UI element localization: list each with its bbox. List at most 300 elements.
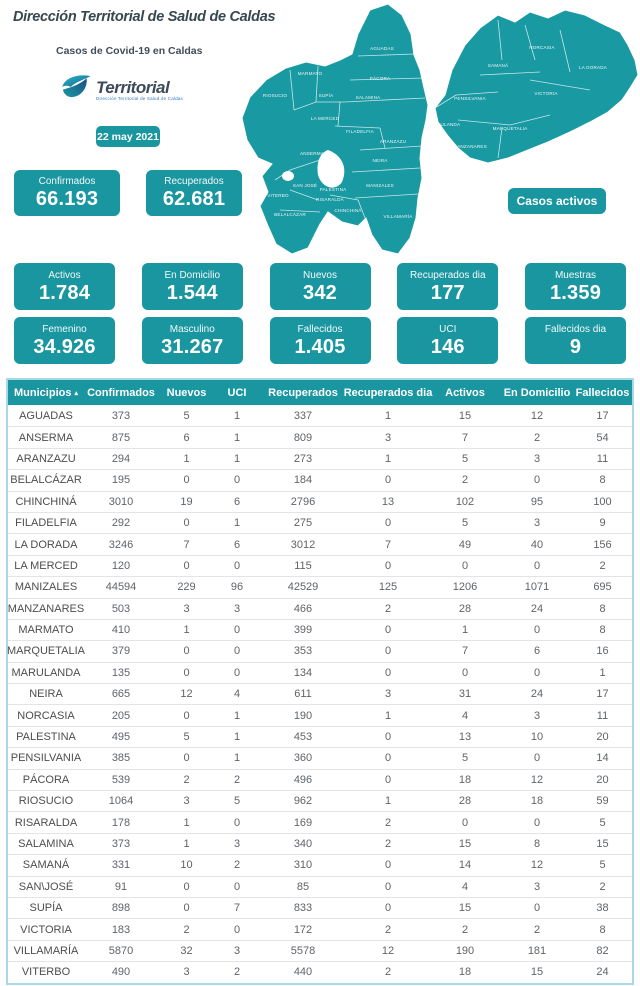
cell-fallecidos: 11: [596, 709, 609, 722]
cell-confirmados: 195: [111, 474, 131, 487]
municipio-name: FILADELFIA: [15, 517, 77, 530]
cell-recuperados-dia: 2: [384, 816, 392, 829]
municipio-name: MANZANARES: [7, 602, 85, 615]
cell-uci: 6: [233, 495, 241, 508]
cell-en-domicilio: 1071: [524, 581, 550, 594]
cell-nuevos: 0: [183, 666, 190, 679]
cell-en-domicilio: 3: [533, 709, 541, 722]
table-row-marmato[interactable]: [8, 619, 632, 640]
municipio-name: SAN\JOSÉ: [18, 880, 74, 893]
cell-activos: 7: [461, 431, 469, 444]
municipio-name: PALESTINA: [16, 731, 76, 744]
cell-uci: 1: [233, 752, 241, 765]
municipios-table: [6, 378, 634, 985]
column-header-en-domicilio[interactable]: En Domicilio: [503, 386, 571, 399]
table-row-chinchiná[interactable]: [8, 491, 632, 512]
column-header-activos[interactable]: Activos: [445, 386, 485, 399]
cell-en-domicilio: 0: [533, 902, 541, 915]
cell-recuperados-dia: 125: [378, 581, 398, 594]
cell-confirmados: 178: [111, 816, 131, 829]
cell-confirmados: 410: [111, 624, 131, 637]
stat-card-value: 177: [430, 281, 465, 304]
cell-nuevos: 3: [183, 966, 190, 979]
cell-uci: 0: [233, 923, 241, 936]
map-label-anserma: ANSERMA: [299, 151, 325, 156]
cell-en-domicilio: 18: [530, 795, 544, 808]
cell-activos: 0: [461, 666, 469, 679]
casos-activos-button[interactable]: Casos activos: [508, 188, 606, 214]
municipio-name: VICTORIA: [20, 923, 72, 936]
stat-card-label: Fallecidos dia: [544, 323, 607, 335]
cell-uci: 0: [233, 559, 241, 572]
municipio-name: MARMATO: [18, 624, 74, 637]
cell-recuperados-dia: 0: [384, 880, 392, 893]
table-row-salamina[interactable]: [8, 833, 632, 854]
cell-activos: 5: [461, 517, 469, 530]
cell-fallecidos: 17: [596, 688, 609, 701]
cell-activos: 5: [461, 452, 469, 465]
cell-recuperados: 337: [293, 409, 313, 422]
stat-card-value: 1.359: [549, 281, 602, 304]
stat-card-fallecidos: [270, 317, 371, 364]
cell-activos: 4: [461, 709, 469, 722]
stat-card-muestras: [525, 263, 626, 310]
cell-confirmados: 373: [111, 409, 131, 422]
map-label-viterbo: VITERBO: [267, 193, 289, 198]
cell-confirmados: 5870: [108, 944, 134, 957]
cell-fallecidos: 8: [599, 923, 606, 936]
cell-fallecidos: 20: [596, 773, 609, 786]
municipio-name: PÁCORA: [22, 773, 70, 786]
cell-confirmados: 3010: [108, 495, 134, 508]
cell-nuevos: 0: [183, 902, 190, 915]
stat-card-value: 31.267: [161, 335, 224, 358]
municipio-name: NEIRA: [29, 688, 63, 701]
stat-card-value: 9: [569, 335, 582, 358]
cell-activos: 28: [458, 602, 472, 615]
cell-recuperados-dia: 12: [381, 944, 395, 957]
map-label-manzanares: MANZANARES: [453, 144, 487, 149]
cell-nuevos: 1: [183, 624, 190, 637]
cell-fallecidos: 2: [599, 559, 606, 572]
logo-tagline: Dirección Territorial de Salud de Caldas: [96, 96, 183, 101]
municipio-name: LA DORADA: [14, 538, 78, 551]
cell-uci: 1: [233, 409, 241, 422]
cell-confirmados: 495: [111, 731, 131, 744]
cell-confirmados: 331: [111, 859, 131, 872]
stat-card-label: Recuperados dia: [409, 269, 486, 281]
table-row-samaná[interactable]: [8, 854, 632, 875]
cell-recuperados-dia: 2: [384, 838, 392, 850]
cell-recuperados-dia: 0: [384, 517, 392, 530]
stat-card-value: 342: [303, 281, 337, 304]
cell-recuperados-dia: 0: [384, 624, 392, 637]
cell-nuevos: 2: [183, 773, 190, 786]
column-header-recuperados[interactable]: Recuperados: [268, 386, 338, 399]
cell-confirmados: 294: [111, 452, 131, 465]
table-body: [8, 405, 632, 983]
table-row-manizales[interactable]: [8, 576, 632, 597]
cell-recuperados-dia: 2: [384, 602, 392, 615]
stat-card-label: Muestras: [554, 269, 597, 281]
table-row-supía[interactable]: [8, 897, 632, 918]
cell-recuperados: 360: [293, 752, 313, 765]
map-label-san-josé: SAN JOSÉ: [292, 183, 318, 188]
cell-uci: 96: [230, 581, 244, 594]
page-title: Dirección Territorial de Salud de Caldas: [13, 9, 276, 25]
cell-uci: 1: [233, 431, 241, 444]
cell-activos: 102: [455, 495, 475, 508]
table-row-riosucio[interactable]: [8, 790, 632, 811]
cell-nuevos: 0: [183, 880, 190, 893]
cell-en-domicilio: 2: [533, 923, 541, 936]
cell-confirmados: 665: [111, 688, 131, 701]
cell-recuperados-dia: 0: [384, 559, 392, 572]
cell-recuperados-dia: 13: [381, 495, 395, 508]
cell-recuperados-dia: 1: [384, 409, 392, 422]
cell-fallecidos: 14: [596, 752, 609, 765]
stat-card-confirmados: [14, 170, 120, 216]
cell-fallecidos: 11: [596, 452, 609, 465]
cell-recuperados-dia: 0: [384, 666, 392, 679]
cell-recuperados-dia: 2: [384, 966, 392, 979]
map-label-marmato: MARMATO: [297, 71, 323, 76]
municipio-name: CHINCHINÁ: [15, 495, 77, 508]
cell-en-domicilio: 0: [533, 474, 541, 487]
cell-fallecidos: 100: [593, 495, 612, 508]
stat-card-label: Recuperados: [164, 176, 224, 187]
stat-card-value: 66.193: [35, 188, 99, 210]
cell-en-domicilio: 24: [530, 602, 544, 615]
cell-uci: 0: [233, 624, 241, 637]
cell-nuevos: 2: [183, 923, 190, 936]
cell-nuevos: 0: [183, 559, 190, 572]
table-row-palestina[interactable]: [8, 726, 632, 747]
cell-recuperados-dia: 0: [384, 902, 392, 915]
cell-en-domicilio: 3: [533, 880, 541, 893]
column-header-nuevos[interactable]: Nuevos: [166, 386, 207, 399]
map-label-neira: NEIRA: [372, 158, 388, 163]
table-row-victoria[interactable]: [8, 918, 632, 939]
summary-cards-row-3: [14, 317, 626, 364]
municipio-name: NORCASIA: [17, 709, 75, 722]
cell-activos: 4: [461, 880, 469, 893]
table-row-neira[interactable]: [8, 683, 632, 704]
cell-confirmados: 135: [111, 666, 131, 679]
cell-confirmados: 875: [111, 431, 131, 444]
stat-card-label: Masculino: [169, 323, 215, 335]
stat-card-label: En Domicilio: [164, 269, 221, 281]
cell-uci: 2: [233, 859, 241, 872]
map-label-salamina: SALAMINA: [355, 95, 381, 100]
cell-fallecidos: 5: [599, 859, 606, 872]
cell-uci: 1: [233, 731, 241, 744]
cell-en-domicilio: 12: [530, 409, 544, 422]
map-label-chinchiná: CHINCHINÁ: [334, 208, 362, 213]
cell-recuperados: 169: [293, 816, 313, 829]
cell-fallecidos: 24: [596, 966, 609, 979]
cell-confirmados: 503: [111, 602, 131, 615]
page-subtitle: Casos de Covid-19 en Caldas: [56, 45, 203, 57]
cell-activos: 0: [461, 559, 469, 572]
cell-recuperados-dia: 0: [384, 731, 392, 744]
cell-en-domicilio: 95: [530, 495, 544, 508]
table-header-row: [8, 380, 632, 405]
column-header-fallecidos[interactable]: Fallecidos: [575, 386, 630, 399]
territorial-logo-icon: [60, 72, 94, 104]
cell-nuevos: 229: [177, 581, 196, 594]
cell-recuperados: 42529: [287, 581, 319, 594]
map-label-risaralda: RISARALDA: [316, 197, 344, 202]
sort-indicator-icon: ▴: [74, 389, 78, 397]
cell-activos: 15: [458, 902, 472, 915]
cell-en-domicilio: 181: [527, 944, 547, 957]
map-label-aranzazu: ARANZAZU: [379, 139, 407, 144]
table-row-aranzazu[interactable]: [8, 448, 632, 469]
cell-en-domicilio: 2: [533, 431, 541, 444]
table-row-marquetalia[interactable]: [8, 640, 632, 661]
cell-confirmados: 91: [114, 880, 128, 893]
stat-card-fallecidos-dia: [525, 317, 626, 364]
table-row-aguadas[interactable]: [8, 405, 632, 426]
cell-activos: 190: [455, 944, 475, 957]
cell-nuevos: 1: [183, 452, 190, 465]
cell-fallecidos: 9: [599, 517, 606, 530]
stat-card-nuevos: [270, 263, 371, 310]
cell-nuevos: 0: [183, 752, 190, 765]
cell-uci: 1: [233, 709, 241, 722]
cell-confirmados: 385: [111, 752, 131, 765]
cell-recuperados: 466: [293, 602, 313, 615]
cell-uci: 4: [233, 688, 241, 701]
cell-uci: 2: [233, 966, 241, 979]
cell-recuperados: 273: [293, 452, 313, 465]
cell-confirmados: 539: [111, 773, 131, 786]
table-row-la-merced[interactable]: [8, 555, 632, 576]
cell-activos: 15: [458, 838, 472, 850]
table-row-anserma[interactable]: [8, 426, 632, 447]
cell-confirmados: 379: [111, 645, 131, 658]
map-label-riosucio: RIOSUCIO: [262, 93, 288, 98]
column-header-recuperados-dia[interactable]: Recuperados dia: [343, 386, 433, 399]
stat-card-en-domicilio: [142, 263, 243, 310]
stat-card-label: Fallecidos: [297, 323, 343, 335]
stat-card-activos: [14, 263, 115, 310]
cell-nuevos: 5: [183, 409, 190, 422]
cell-en-domicilio: 8: [533, 838, 541, 850]
cell-en-domicilio: 3: [533, 517, 541, 530]
cell-confirmados: 44594: [105, 581, 137, 594]
cell-activos: 5: [461, 752, 469, 765]
cell-en-domicilio: 0: [533, 624, 541, 637]
stat-card-label: Femenino: [42, 323, 87, 335]
stat-card-value: 1.784: [38, 281, 91, 304]
stat-card-value: 34.926: [33, 335, 96, 358]
cell-confirmados: 3246: [108, 538, 134, 551]
cell-confirmados: 1064: [108, 795, 134, 808]
municipio-name: RIOSUCIO: [18, 795, 74, 808]
cell-nuevos: 3: [183, 795, 190, 808]
stat-card-value: 1.544: [166, 281, 218, 304]
cell-recuperados: 2796: [290, 495, 316, 508]
cell-recuperados-dia: 3: [384, 431, 392, 444]
map-label-norcasia: NORCASIA: [529, 45, 555, 50]
municipio-name: MARQUETALIA: [6, 645, 86, 658]
table-row-manzanares[interactable]: [8, 598, 632, 619]
cell-fallecidos: 17: [596, 409, 609, 422]
cell-uci: 1: [233, 452, 241, 465]
table-row-risaralda[interactable]: [8, 811, 632, 832]
municipio-name: RISARALDA: [14, 816, 78, 829]
cell-activos: 15: [458, 409, 472, 422]
municipio-name: VITERBO: [21, 966, 71, 979]
table-row-marulanda[interactable]: [8, 662, 632, 683]
cell-recuperados-dia: 1: [384, 452, 392, 465]
cell-en-domicilio: 12: [530, 773, 544, 786]
cell-fallecidos: 1: [599, 666, 606, 679]
map-label-pensilvania: PENSILVANIA: [454, 96, 486, 101]
cell-recuperados-dia: 0: [384, 752, 392, 765]
column-header-municipios[interactable]: Municipios ▴: [14, 386, 78, 399]
table-row-san-josé[interactable]: [8, 876, 632, 897]
stat-card-value: 146: [430, 335, 465, 358]
cell-recuperados: 809: [293, 431, 313, 444]
cell-activos: 31: [458, 688, 472, 701]
cell-en-domicilio: 15: [530, 966, 544, 979]
municipio-name: ANSERMA: [18, 431, 74, 444]
cell-fallecidos: 54: [596, 431, 609, 444]
territorial-logo: [60, 72, 190, 112]
caldas-map-svg: [230, 0, 640, 262]
map-label-aguadas: AGUADAS: [370, 46, 394, 51]
municipio-name: SAMANÁ: [22, 859, 70, 872]
cell-activos: 49: [458, 538, 472, 551]
table-row-la-dorada[interactable]: [8, 533, 632, 554]
map-label-manizales: MANIZALES: [366, 183, 394, 188]
cell-uci: 3: [233, 602, 241, 615]
cell-fallecidos: 8: [599, 474, 606, 487]
map-label-pácora: PÁCORA: [369, 76, 391, 81]
map-label-marquetalia: MARQUETALIA: [492, 126, 528, 131]
cell-fallecidos: 38: [596, 902, 609, 915]
cell-recuperados: 85: [296, 880, 310, 893]
cell-nuevos: 0: [183, 645, 190, 658]
table-row-belalcázar[interactable]: [8, 469, 632, 490]
table-row-viterbo[interactable]: [8, 961, 632, 982]
cell-nuevos: 0: [183, 517, 190, 530]
municipio-name: LA MERCED: [14, 559, 78, 572]
cell-fallecidos: 8: [599, 602, 606, 615]
cell-fallecidos: 82: [596, 944, 609, 957]
table-row-villamaría[interactable]: [8, 940, 632, 961]
municipio-name: AGUADAS: [19, 409, 73, 422]
stat-card-value: 1.405: [294, 335, 346, 358]
cell-nuevos: 32: [180, 944, 193, 957]
cell-en-domicilio: 12: [530, 859, 544, 872]
cell-recuperados: 453: [293, 731, 313, 744]
table-row-pensilvania[interactable]: [8, 747, 632, 768]
cell-recuperados: 611: [294, 688, 312, 701]
cell-uci: 3: [233, 838, 241, 850]
cell-recuperados-dia: 3: [384, 688, 392, 701]
cell-recuperados: 310: [293, 859, 313, 872]
map-label-marulanda: MARULANDA: [429, 122, 461, 127]
cell-recuperados-dia: 0: [384, 645, 392, 658]
stat-card-label: Confirmados: [38, 176, 96, 187]
cell-activos: 7: [461, 645, 469, 658]
stat-card-label: Nuevos: [303, 269, 337, 281]
cell-recuperados: 399: [293, 624, 313, 637]
cell-en-domicilio: 40: [530, 538, 544, 551]
stat-card-recuperados-dia: [397, 263, 498, 310]
municipio-name: ARANZAZU: [16, 452, 76, 465]
cell-recuperados: 184: [293, 474, 313, 487]
cell-fallecidos: 59: [596, 795, 609, 808]
table-row-pácora[interactable]: [8, 769, 632, 790]
table-row-filadelfia[interactable]: [8, 512, 632, 533]
cell-nuevos: 7: [183, 538, 190, 551]
column-header-uci[interactable]: UCI: [227, 386, 247, 399]
cell-recuperados: 115: [294, 559, 312, 572]
logo-wordmark: Territorial: [96, 78, 170, 97]
cell-activos: 1206: [452, 581, 478, 594]
municipio-name: PENSILVANIA: [10, 752, 82, 765]
cell-fallecidos: 695: [593, 581, 612, 594]
map-region-east: [435, 10, 638, 163]
cell-uci: 1: [233, 517, 241, 530]
cell-nuevos: 10: [180, 859, 193, 872]
cell-activos: 18: [458, 773, 472, 786]
map-label-samaná: SAMANÁ: [487, 63, 509, 68]
map-label-la-dorada: LA DORADA: [578, 65, 608, 70]
cell-confirmados: 292: [111, 517, 131, 530]
municipio-name: VILLAMARÍA: [13, 944, 79, 957]
cell-recuperados-dia: 0: [384, 859, 392, 872]
cell-fallecidos: 16: [596, 645, 609, 658]
municipio-name: SALAMINA: [18, 838, 74, 850]
date-badge[interactable]: 22 may 2021: [96, 126, 160, 147]
cell-fallecidos: 8: [599, 624, 606, 637]
stat-card-uci: [397, 317, 498, 364]
cell-recuperados: 190: [293, 709, 313, 722]
cell-uci: 6: [233, 538, 241, 551]
cell-en-domicilio: 0: [533, 752, 541, 765]
cell-fallecidos: 156: [593, 538, 612, 551]
map-label-filadelfia: FILADELFIA: [346, 129, 374, 134]
cell-nuevos: 1: [183, 838, 190, 850]
cell-recuperados: 5578: [290, 944, 316, 957]
cell-en-domicilio: 0: [533, 816, 541, 829]
caldas-map[interactable]: [230, 0, 640, 262]
cell-activos: 13: [458, 731, 472, 744]
cell-uci: 2: [233, 773, 241, 786]
cell-recuperados-dia: 1: [384, 795, 392, 808]
cell-nuevos: 0: [183, 474, 190, 487]
cell-recuperados: 172: [293, 923, 313, 936]
cell-en-domicilio: 3: [533, 452, 541, 465]
cell-en-domicilio: 0: [533, 559, 541, 572]
cell-nuevos: 5: [183, 731, 190, 744]
cell-confirmados: 373: [111, 838, 131, 850]
cell-en-domicilio: 0: [533, 666, 541, 679]
cell-nuevos: 19: [180, 495, 193, 508]
cell-fallecidos: 20: [596, 731, 609, 744]
column-header-confirmados[interactable]: Confirmados: [87, 386, 155, 399]
table-row-norcasia[interactable]: [8, 704, 632, 725]
cell-en-domicilio: 10: [530, 731, 544, 744]
cell-en-domicilio: 24: [530, 688, 544, 701]
cell-recuperados: 340: [293, 838, 313, 850]
